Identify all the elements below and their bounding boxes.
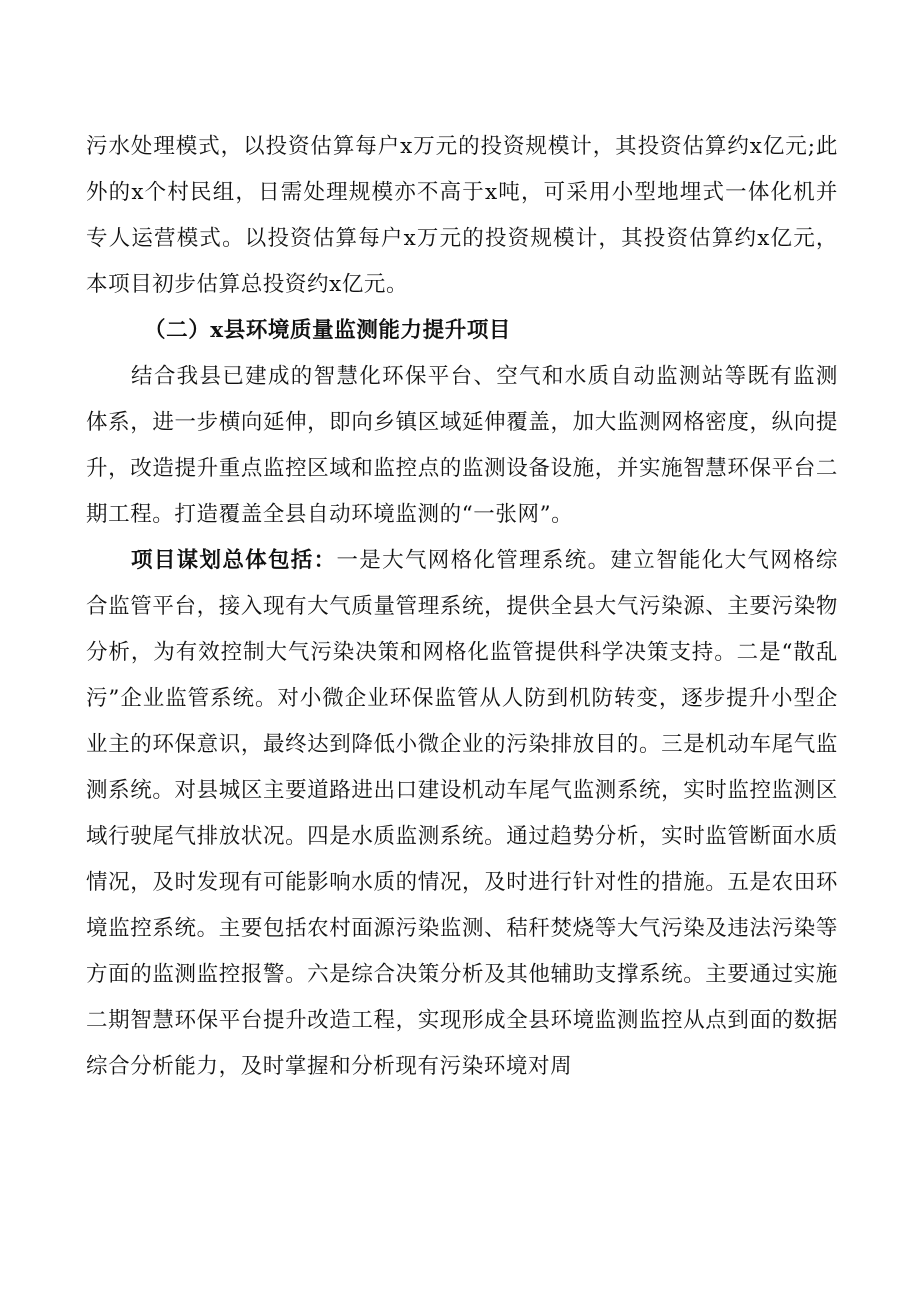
document-page bbox=[86, 124, 838, 1090]
paragraph-monitoring-overview: 结合我县已建成的智慧化环保平台、空气和水质自动监测站等既有监测体系，进一步横向延伸，即向乡镇区域延伸覆盖，加大监测网格密度，纵向提升，改造提升重点监控区域和监控点的监测设备设施，并实施智慧环保平台二期工程。打造覆盖全县自动环境监测的“一张网”。 bbox=[86, 364, 838, 527]
paragraph-body-text: 一是大气网格化管理系统。建立智能化大气网格综合监管平台，接入现有大气质量管理系统，提供全县大气污染源、主要污染物分析，为有效控制大气污染决策和网格化监管提供科学决策支持。二是“散乱污”企业监管系统。对小微企业环保监管从人防到机防转变，逐步提升小型企业主的环保意识，最终达到降低小微企业的污染排放目的。三是机动车尾气监测系统。对县城区主要道路进出口建设机动车尾气监测系统，实时监控监测区域行驶尾气排放状况。四是水质监测系统。通过趋势分析，实时监管断面水质情况，及时发现有可能影响水质的情况，及时进行针对性的措施。五是农田环境监控系统。主要包括农村面源污染监测、秸秆焚烧等大气污染及违法污染等方面的监测监控报警。六是综合决策分析及其他辅助支撑系统。主要通过实施二期智慧环保平台提升改造工程，实现形成全县环境监测监控从点到面的数据综合分析能力，及时掌握和分析现有污染环境对周 bbox=[86, 548, 838, 1079]
section-heading: （二）x县环境质量监测能力提升项目 bbox=[144, 318, 512, 343]
paragraph-project-plan bbox=[86, 538, 838, 1090]
paragraph-lead-text: 项目谋划总体包括： bbox=[131, 548, 337, 573]
paragraph-investment-estimate: 污水处理模式，以投资估算每户x万元的投资规模计，其投资估算约x亿元;此外的x个村民组，日需处理规模亦不高于x吨，可采用小型地埋式一体化机并专人运营模式。以投资估算每户x万元的投资规模计，其投资估算约x亿元，本项目初步估算总投资约x亿元。 bbox=[86, 134, 838, 297]
